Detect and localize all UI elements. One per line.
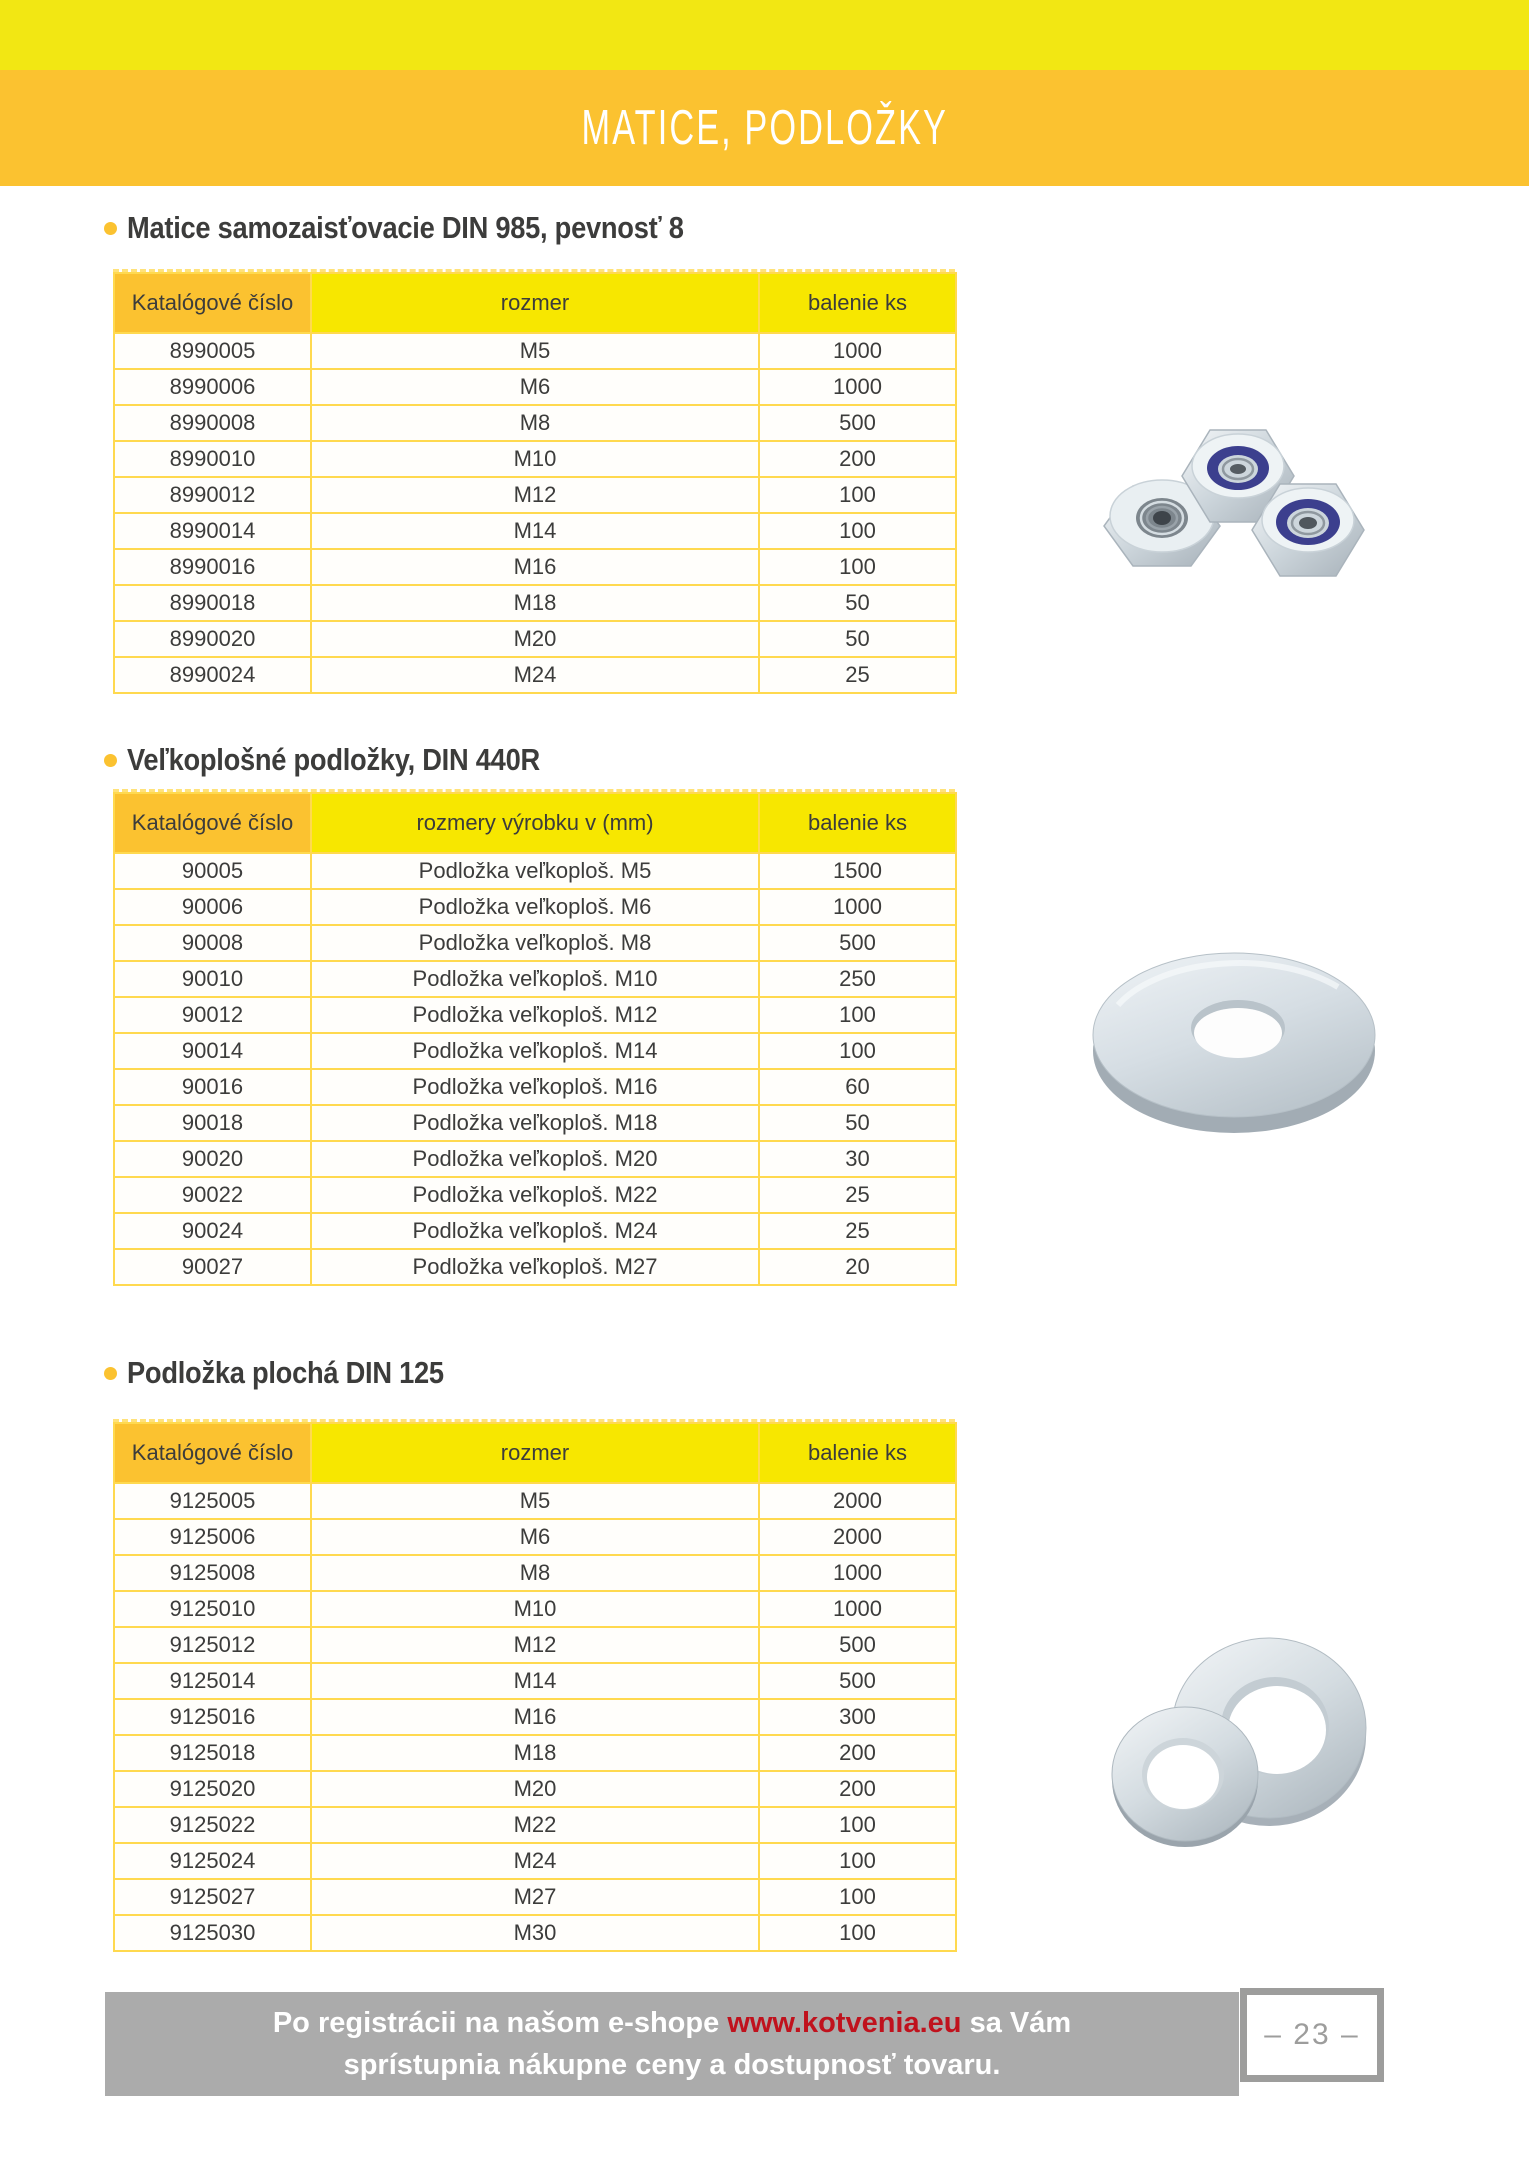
table-row [114, 1555, 956, 1591]
table-cell: 9125024 [114, 1843, 311, 1879]
table-cell: 8990014 [114, 513, 311, 549]
table-cell: 50 [759, 585, 956, 621]
table-cell: M10 [311, 1591, 759, 1627]
table-cell: 9125005 [114, 1483, 311, 1519]
column-header: Katalógové číslo [114, 793, 311, 853]
table-cell: 50 [759, 1105, 956, 1141]
bullet-icon [104, 1367, 117, 1380]
flat-washer [1112, 1707, 1258, 1847]
table-cell: 500 [759, 1627, 956, 1663]
table-cell: Podložka veľkoploš. M22 [311, 1177, 759, 1213]
table-row [114, 1177, 956, 1213]
table-row [114, 513, 956, 549]
table-cell: M6 [311, 369, 759, 405]
table-row [114, 549, 956, 585]
table-row [114, 889, 956, 925]
top-accent-band [0, 0, 1529, 70]
table-cell: 100 [759, 1915, 956, 1951]
page-number: – 23 – [1264, 2018, 1360, 2051]
table-cell: Podložka veľkoploš. M14 [311, 1033, 759, 1069]
table-cell: 1000 [759, 369, 956, 405]
table-cell: 9125020 [114, 1771, 311, 1807]
table-cell: 9125027 [114, 1879, 311, 1915]
table-row [114, 369, 956, 405]
table-row [114, 1807, 956, 1843]
table-cell: 90010 [114, 961, 311, 997]
flat-washer [1093, 953, 1375, 1133]
footer-text: Po registrácii na našom e-shope [272, 2007, 728, 2039]
table-cell: 500 [759, 1663, 956, 1699]
table-cell: 8990006 [114, 369, 311, 405]
table-row [114, 1735, 956, 1771]
column-header: balenie ks [759, 1423, 956, 1483]
table-cell: 300 [759, 1699, 956, 1735]
section-title: Veľkoplošné podložky, DIN 440R [127, 742, 540, 777]
din985-table [113, 272, 957, 694]
table-cell: M20 [311, 1771, 759, 1807]
table-cell: M24 [311, 657, 759, 693]
table-cell: 90014 [114, 1033, 311, 1069]
table-header-row [114, 793, 956, 853]
table-row [114, 1843, 956, 1879]
table-row [114, 1033, 956, 1069]
table-cell: 8990024 [114, 657, 311, 693]
table-cell: 30 [759, 1141, 956, 1177]
page-number-box [1240, 1988, 1384, 2082]
bullet-icon [104, 222, 117, 235]
table-cell: M8 [311, 405, 759, 441]
table-cell: Podložka veľkoploš. M10 [311, 961, 759, 997]
table-cell: 90006 [114, 889, 311, 925]
table-cell: 20 [759, 1249, 956, 1285]
table-cell: 1000 [759, 1591, 956, 1627]
table-cell: 100 [759, 997, 956, 1033]
column-header: rozmer [311, 1423, 759, 1483]
table-row [114, 1771, 956, 1807]
flat-washers-photo [1095, 1620, 1372, 1857]
table-cell: 90012 [114, 997, 311, 1033]
lock-nuts-photo [1090, 388, 1368, 593]
table-cell: 9125016 [114, 1699, 311, 1735]
table-row [114, 1519, 956, 1555]
column-header: Katalógové číslo [114, 1423, 311, 1483]
large-washer-photo [1088, 925, 1380, 1151]
table-cell: 90016 [114, 1069, 311, 1105]
table-cell: 9125010 [114, 1591, 311, 1627]
table-cell: 100 [759, 513, 956, 549]
table-cell: M20 [311, 621, 759, 657]
table-cell: 250 [759, 961, 956, 997]
table-cell: M24 [311, 1843, 759, 1879]
table-cell: M12 [311, 1627, 759, 1663]
table-cell: 90008 [114, 925, 311, 961]
table-cell: Podložka veľkoploš. M12 [311, 997, 759, 1033]
footer-line-2: sprístupnia nákupne ceny a dostupnosť tovaru. [343, 2049, 1001, 2081]
table-cell: 1000 [759, 889, 956, 925]
table-cell: 200 [759, 1771, 956, 1807]
table-cell: 9125008 [114, 1555, 311, 1591]
table-header-row [114, 273, 956, 333]
table-cell: M18 [311, 1735, 759, 1771]
table-cell: Podložka veľkoploš. M8 [311, 925, 759, 961]
table-cell: 90020 [114, 1141, 311, 1177]
table-cell: 90018 [114, 1105, 311, 1141]
din125-table [113, 1422, 957, 1952]
table-cell: 8990012 [114, 477, 311, 513]
table-row [114, 853, 956, 889]
page-title: MATICE, PODLOŽKY [581, 101, 948, 155]
table-cell: 9125030 [114, 1915, 311, 1951]
table-cell: M8 [311, 1555, 759, 1591]
table-cell: 9125022 [114, 1807, 311, 1843]
table-row [114, 477, 956, 513]
table-cell: 200 [759, 1735, 956, 1771]
footer-banner [105, 1992, 1239, 2096]
table-cell: M27 [311, 1879, 759, 1915]
table-cell: M30 [311, 1915, 759, 1951]
table-cell: 1500 [759, 853, 956, 889]
bullet-icon [104, 754, 117, 767]
section-title: Podložka plochá DIN 125 [127, 1355, 444, 1390]
column-header: balenie ks [759, 273, 956, 333]
table-row [114, 1249, 956, 1285]
table-cell: M16 [311, 549, 759, 585]
table-row [114, 961, 956, 997]
column-header: rozmer [311, 273, 759, 333]
table-row [114, 1105, 956, 1141]
section-title: Matice samozaisťovacie DIN 985, pevnosť 8 [127, 210, 684, 245]
table-cell: 100 [759, 1843, 956, 1879]
table-cell: 1000 [759, 333, 956, 369]
footer-line-1 [273, 2002, 1071, 2044]
page-title-band [0, 70, 1529, 186]
table-cell: Podložka veľkoploš. M24 [311, 1213, 759, 1249]
table-cell: 8990020 [114, 621, 311, 657]
table-row [114, 1591, 956, 1627]
table-cell: 8990005 [114, 333, 311, 369]
table-cell: 90027 [114, 1249, 311, 1285]
table-cell: 2000 [759, 1519, 956, 1555]
table-row [114, 441, 956, 477]
table-row [114, 1627, 956, 1663]
table-row [114, 1663, 956, 1699]
table-row [114, 925, 956, 961]
table-cell: Podložka veľkoploš. M20 [311, 1141, 759, 1177]
table-row [114, 1141, 956, 1177]
table-cell: Podložka veľkoploš. M16 [311, 1069, 759, 1105]
table-cell: M16 [311, 1699, 759, 1735]
table-cell: 8990018 [114, 585, 311, 621]
table-cell: M22 [311, 1807, 759, 1843]
table-cell: M18 [311, 585, 759, 621]
table-row [114, 333, 956, 369]
table-cell: 25 [759, 1213, 956, 1249]
table-cell: Podložka veľkoploš. M6 [311, 889, 759, 925]
table-row [114, 1213, 956, 1249]
table-row [114, 997, 956, 1033]
section-heading-din125 [104, 1355, 487, 1391]
table-row [114, 1879, 956, 1915]
table-cell: 200 [759, 441, 956, 477]
table-cell: 9125018 [114, 1735, 311, 1771]
table-cell: 100 [759, 1879, 956, 1915]
table-row [114, 1699, 956, 1735]
table-row [114, 1915, 956, 1951]
table-cell: 25 [759, 657, 956, 693]
table-cell: Podložka veľkoploš. M18 [311, 1105, 759, 1141]
table-cell: 2000 [759, 1483, 956, 1519]
table-cell: 500 [759, 925, 956, 961]
column-header: Katalógové číslo [114, 273, 311, 333]
column-header: balenie ks [759, 793, 956, 853]
table-cell: 8990016 [114, 549, 311, 585]
table-cell: 60 [759, 1069, 956, 1105]
table-cell: M14 [311, 513, 759, 549]
table-cell: 1000 [759, 1555, 956, 1591]
table-row [114, 405, 956, 441]
table-cell: 9125012 [114, 1627, 311, 1663]
table-row [114, 585, 956, 621]
footer-link[interactable]: www.kotvenia.eu [727, 2007, 962, 2039]
table-cell: 90022 [114, 1177, 311, 1213]
table-cell: M5 [311, 1483, 759, 1519]
table-cell: M6 [311, 1519, 759, 1555]
table-cell: M5 [311, 333, 759, 369]
table-cell: Podložka veľkoploš. M5 [311, 853, 759, 889]
table-row [114, 657, 956, 693]
column-header: rozmery výrobku v (mm) [311, 793, 759, 853]
table-cell: 90024 [114, 1213, 311, 1249]
table-row [114, 1069, 956, 1105]
table-cell: 9125014 [114, 1663, 311, 1699]
table-cell: M10 [311, 441, 759, 477]
table-cell: 25 [759, 1177, 956, 1213]
table-cell: 100 [759, 549, 956, 585]
table-cell: 50 [759, 621, 956, 657]
table-cell: 9125006 [114, 1519, 311, 1555]
table-cell: M14 [311, 1663, 759, 1699]
table-cell: 100 [759, 1807, 956, 1843]
section-heading-din440r [104, 742, 596, 778]
table-cell: Podložka veľkoploš. M27 [311, 1249, 759, 1285]
section-heading-din985 [104, 210, 760, 246]
table-cell: M12 [311, 477, 759, 513]
table-cell: 100 [759, 1033, 956, 1069]
din440r-table [113, 792, 957, 1286]
table-header-row [114, 1423, 956, 1483]
table-cell: 500 [759, 405, 956, 441]
table-cell: 8990010 [114, 441, 311, 477]
table-cell: 100 [759, 477, 956, 513]
table-cell: 90005 [114, 853, 311, 889]
table-row [114, 1483, 956, 1519]
table-cell: 8990008 [114, 405, 311, 441]
table-row [114, 621, 956, 657]
footer-text: sa Vám [961, 2007, 1072, 2039]
